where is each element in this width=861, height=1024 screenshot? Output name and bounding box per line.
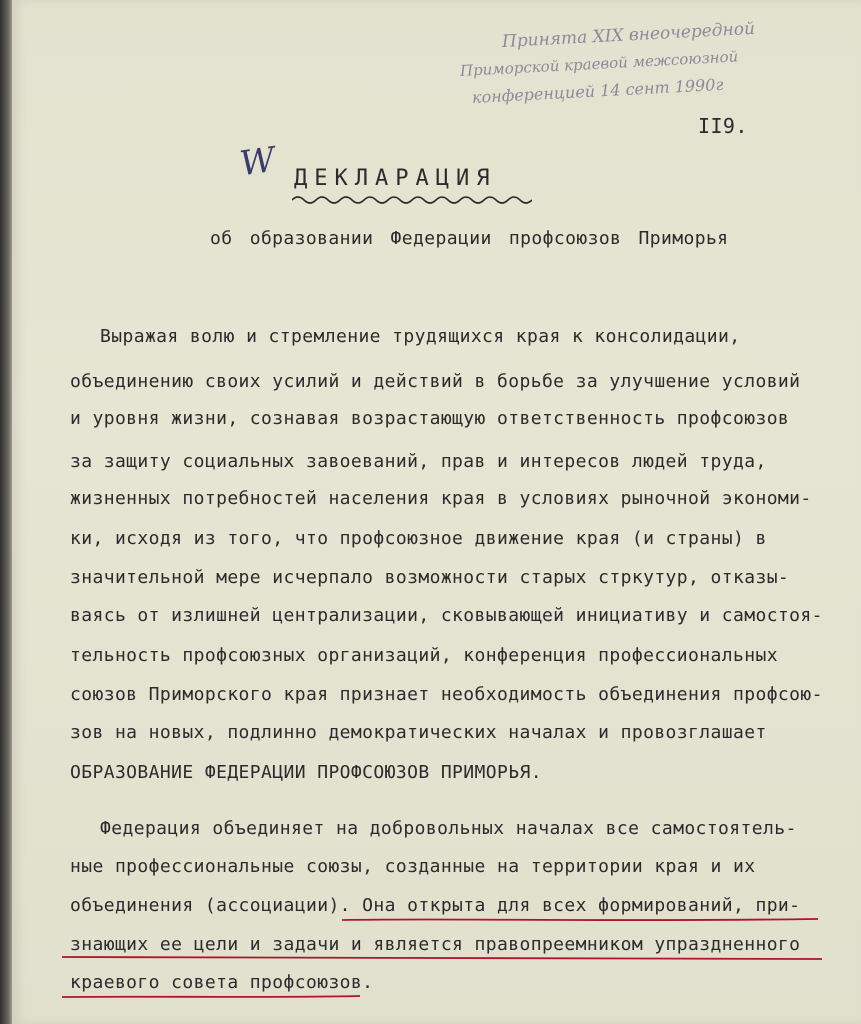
document-title: ДЕКЛАРАЦИЯ	[294, 166, 497, 191]
paragraph-1-line-11: зов на новых, подлинно демократических началах и провозглашает	[70, 722, 767, 743]
document-subtitle: об образовании Федерации профсоюзов Приморья	[210, 228, 729, 249]
paragraph-1-line-2: объединению своих усилий и действий в борьбе за улучшение условий	[70, 371, 801, 392]
paragraph-2-line-4: знающих ее цели и задачи и является правопреемником упраздненного	[70, 934, 801, 955]
handwritten-note-line-3: конференцией 14 сент 1990г	[471, 74, 724, 107]
paragraph-2-line-3: объединения (ассоциации). Она открыта для всех формирований, при-	[70, 895, 801, 916]
paragraph-1-line-1: Выражая волю и стремление трудящихся края к консолидации,	[100, 326, 741, 347]
paragraph-1-line-4: за защиту социальных завоеваний, прав и интересов людей труда,	[70, 451, 767, 472]
paragraph-1-line-3: и уровня жизни, сознавая возрастающую ответственность профсоюзов	[70, 408, 790, 429]
paragraph-2-line-2: ные профессиональные союзы, созданные на территории края и их	[70, 856, 756, 877]
paragraph-1-line-9: тельность профсоюзных организаций, конференция профессиональных	[70, 645, 778, 666]
red-pen-underline-1	[342, 917, 818, 923]
paragraph-2-line-1: Федерация объединяет на добровольных началах все самостоятель-	[100, 818, 797, 839]
paragraph-1-line-8: ваясь от излишней централизации, сковывающей инициативу и самостоя-	[70, 605, 823, 626]
red-pen-underline-2	[62, 955, 822, 961]
paragraph-1-line-5: жизненных потребностей населения края в условиях рыночной экономи-	[70, 488, 812, 509]
page-number: II9.	[698, 114, 748, 138]
title-wavy-underline	[292, 194, 532, 206]
handwritten-note-line-1: Принята XIX внеочередной	[501, 18, 756, 52]
red-pen-underline-3	[62, 994, 360, 1000]
margin-mark: W	[237, 139, 278, 185]
paragraph-1-line-12: ОБРАЗОВАНИЕ ФЕДЕРАЦИИ ПРОФСОЮЗОВ ПРИМОРЬЯ.	[70, 762, 542, 783]
paragraph-1-line-7: значительной мере исчерпало возможности старых стркутур, отказы-	[70, 567, 790, 588]
document-page	[12, 0, 861, 1024]
paragraph-1-line-6: ки, исходя из того, что профсоюзное движение края (и страны) в	[70, 528, 767, 549]
paragraph-1-line-10: союзов Приморского края признает необходимость объединения профсою-	[70, 684, 823, 705]
paragraph-2-line-5: краевого совета профсоюзов.	[70, 972, 374, 993]
handwritten-note-line-2: Приморской краевой межсоюзной	[459, 47, 739, 80]
